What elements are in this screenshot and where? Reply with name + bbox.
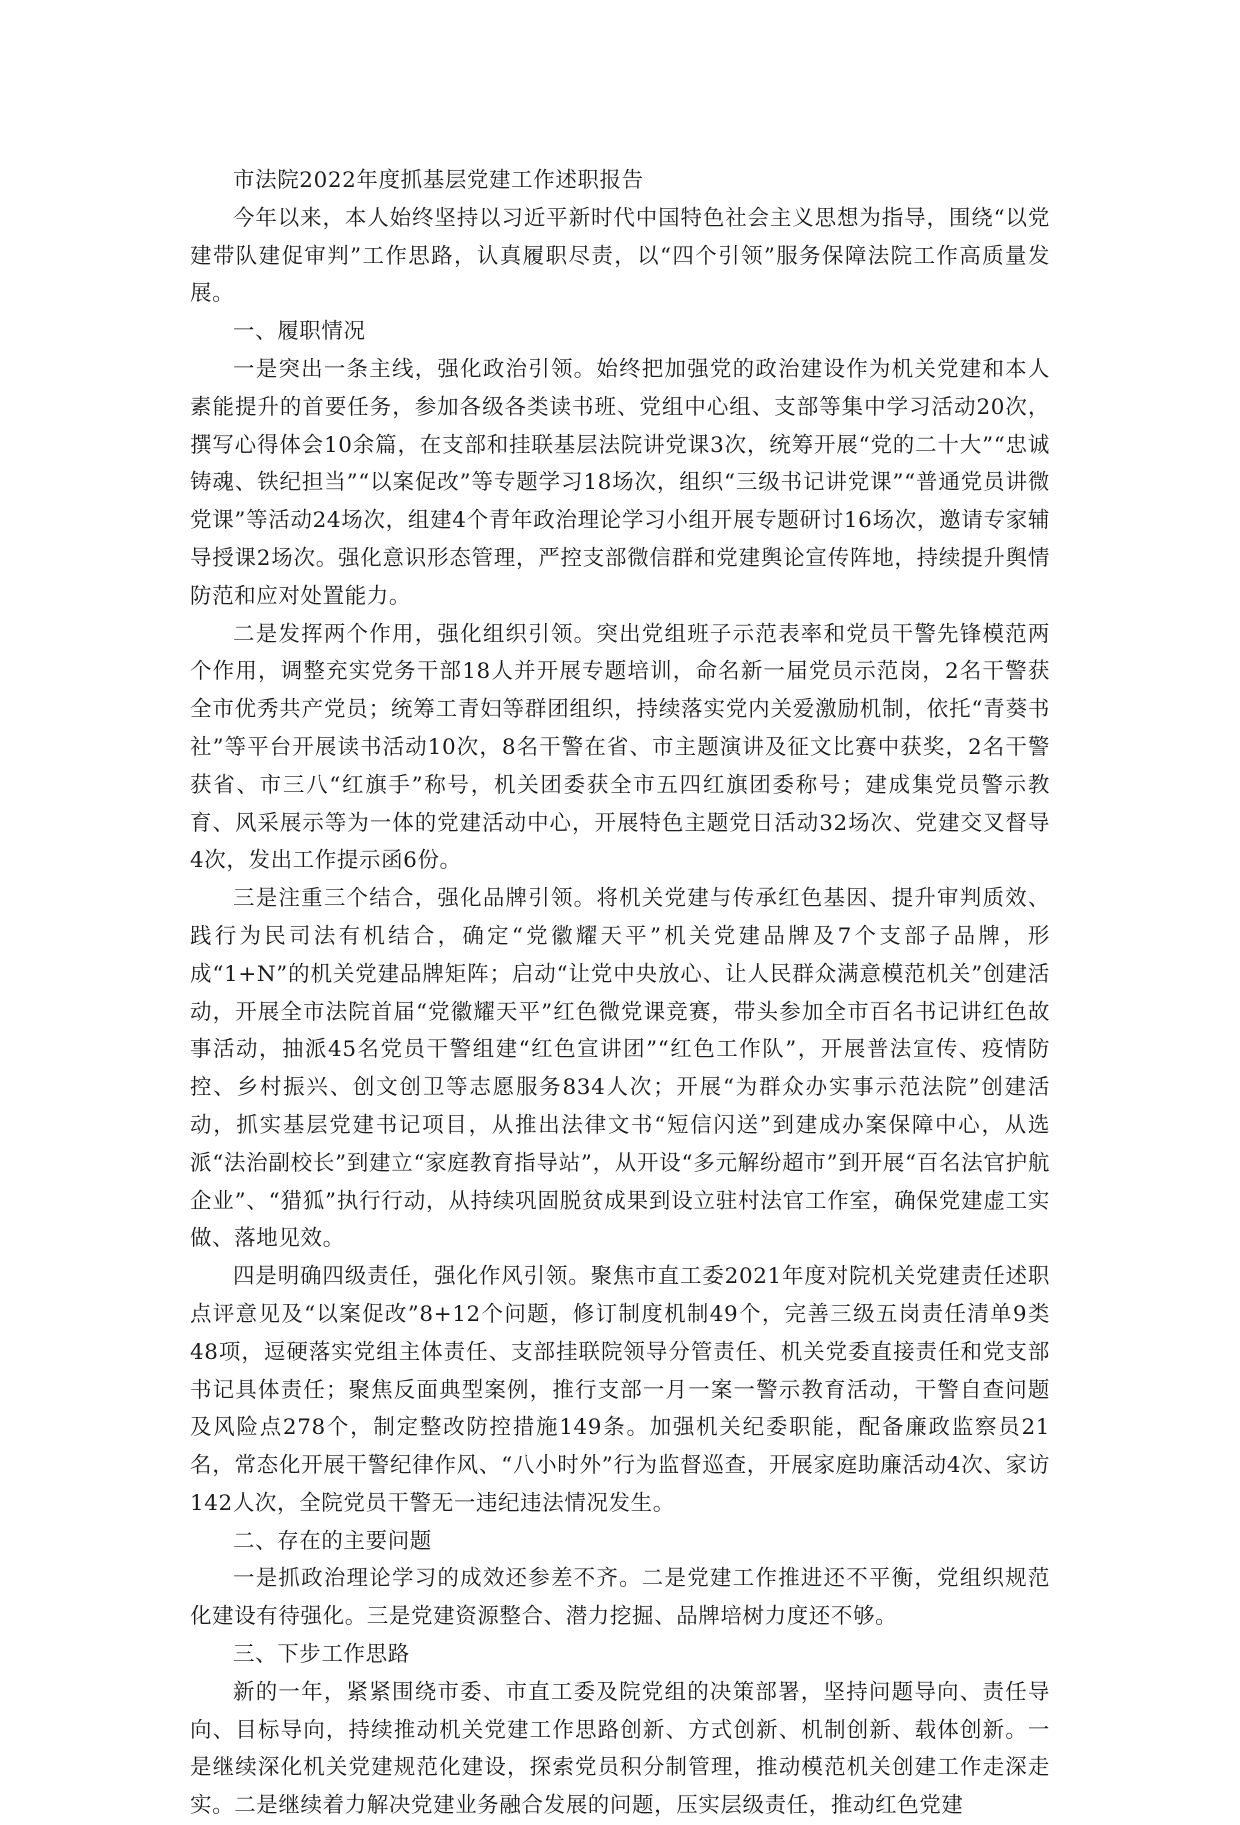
section-heading-problems: 二、存在的主要问题 xyxy=(233,1528,432,1554)
section-heading-next-steps: 三、下步工作思路 xyxy=(233,1642,410,1668)
paragraph-political-leadership: 一是突出一条主线，强化政治引领。始终把加强党的政治建设作为机关党建和本人素能提升的首要任务，参加各级各类读书班、党组中心组、支部等集中学习活动20次，撰写心得体会10余篇，在支部和挂联基层法院讲党课3次，统筹开展“党的二十大”“忠诚铸魂、铁纪担当”“以案促改”等专题学习18场次，组织“三级书记讲党课”“普通党员讲微党课”等活动24场次，组建4个青年政治理论学习小组开展专题研讨16场次，邀请专家辅导授课2场次。强化意识形态管理，严控支部微信群和党建舆论宣传阵地，持续提升舆情防范和应对处置能力。 xyxy=(190,356,1050,609)
paragraph-brand-leadership: 三是注重三个结合，强化品牌引领。将机关党建与传承红色基因、提升审判质效、践行为民司法有机结合，确定“党徽耀天平”机关党建品牌及7个支部子品牌，形成“1+N”的机关党建品牌矩阵；启动“让党中央放心、让人民群众满意模范机关”创建活动，开展全市法院首届“党徽耀天平”红色微党课竞赛，带头参加全市百名书记讲红色故事活动，抽派45名党员干警组建“红色宣讲团”“红色工作队”，开展普法宣传、疫情防控、乡村振兴、创文创卫等志愿服务834人次；开展“为群众办实事示范法院”创建活动，抓实基层党建书记项目，从推出法律文书“短信闪送”到建成办案保障中心，从选派“法治副校长”到建立“家庭教育指导站”，从开设“多元解纷超市”到开展“百名法官护航企业”、“猎狐”执行行动，从持续巩固脱贫成果到设立驻村法官工作室，确保党建虚工实做、落地见效。 xyxy=(190,886,1050,1252)
document-body xyxy=(190,162,1050,1825)
intro-paragraph: 今年以来，本人始终坚持以习近平新时代中国特色社会主义思想为指导，围绕“以党建带队建促审判”工作思路，认真履职尽责，以“四个引领”服务保障法院工作高质量发展。 xyxy=(190,205,1050,307)
document-title: 市法院2022年度抓基层党建工作述职报告 xyxy=(233,168,644,193)
paragraph-problems: 一是抓政治理论学习的成效还参差不齐。二是党建工作推进还不平衡，党组织规范化建设有待强化。三是党建资源整合、潜力挖掘、品牌培树力度还不够。 xyxy=(190,1566,1050,1630)
section-heading-performance: 一、履职情况 xyxy=(233,319,366,345)
paragraph-style-leadership: 四是明确四级责任，强化作风引领。聚焦市直工委2021年度对院机关党建责任述职点评意见及“以案促改”8+12个问题，修订制度机制49个，完善三级五岗责任清单9类48项，逗硬落实党组主体责任、支部挂联院领导分管责任、机关党委直接责任和党支部书记具体责任；聚焦反面典型案例，推行支部一月一案一警示教育活动，干警自查问题及风险点278个，制定整改防控措施149条。加强机关纪委职能，配备廉政监察员21名，常态化开展干警纪律作风、“八小时外”行为监督巡查，开展家庭助廉活动4次、家访142人次，全院党员干警无一违纪违法情况发生。 xyxy=(190,1264,1050,1516)
paragraph-next-steps: 新的一年，紧紧围绕市委、市直工委及院党组的决策部署，坚持问题导向、责任导向、目标导向，持续推动机关党建工作思路创新、方式创新、机制创新、载体创新。一是继续深化机关党建规范化建设，探索党员积分制管理，推动模范机关创建工作走深走实。二是继续着力解决党建业务融合发展的问题，压实层级责任，推动红色党建 xyxy=(190,1679,1050,1819)
paragraph-organizational-leadership: 二是发挥两个作用，强化组织引领。突出党组班子示范表率和党员干警先锋模范两个作用，调整充实党务干部18人并开展专题培训，命名新一届党员示范岗，2名干警获全市优秀共产党员；统筹工青妇等群团组织，持续落实党内关爱激励机制，依托“青葵书社”等平台开展读书活动10次，8名干警在省、市主题演讲及征文比赛中获奖，2名干警获省、市三八“红旗手”称号，机关团委获全市五四红旗团委称号；建成集党员警示教育、风采展示等为一体的党建活动中心，开展特色主题党日活动32场次、党建交叉督导4次，发出工作提示函6份。 xyxy=(190,621,1050,874)
